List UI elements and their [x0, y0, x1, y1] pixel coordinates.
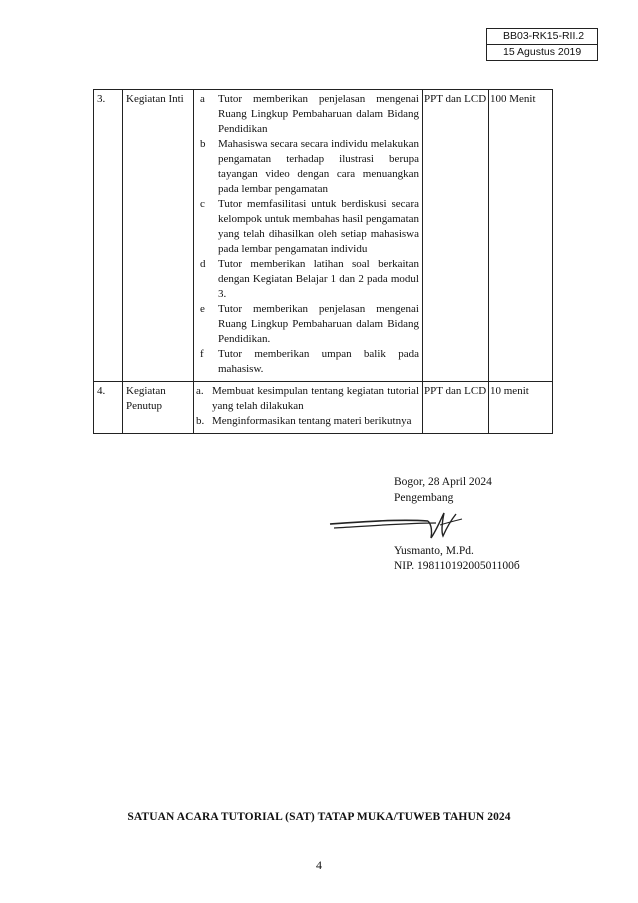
- time-cell: 10 menit: [489, 382, 553, 434]
- media-cell: PPT dan LCD: [423, 382, 489, 434]
- row-number: 3.: [94, 90, 123, 382]
- signer-name: Yusmanto, M.Pd.: [394, 545, 474, 557]
- step-marker: a: [200, 93, 205, 105]
- list-item: [196, 257, 419, 302]
- list-item: [196, 197, 419, 257]
- step-marker: c: [200, 198, 205, 210]
- document-code: BB03-RK15-RII.2: [503, 30, 585, 42]
- document-code-box: [486, 28, 598, 61]
- activity-name: Kegiatan Inti: [123, 90, 194, 382]
- step-text: Tutor memberikan umpan balik pada mahasisw.: [218, 348, 419, 375]
- media-cell: PPT dan LCD: [423, 90, 489, 382]
- step-text: Tutor memfasilitasi untuk berdiskusi secara kelompok untuk membahas hasil pengamatan yang telah dihasilkan oleh setiap mahasiswa pada lembar pengamatan individu: [218, 198, 420, 255]
- list-item: [196, 384, 419, 414]
- step-marker: d: [200, 258, 206, 270]
- step-marker: f: [200, 348, 204, 360]
- table-row: [94, 382, 553, 434]
- step-marker: b: [200, 138, 206, 150]
- signer-nip: NIP. 19811019200501100б: [394, 560, 520, 572]
- step-marker: b.: [196, 415, 205, 427]
- step-text: Tutor memberikan latihan soal berkaitan dengan Kegiatan Belajar 1 dan 2 pada modul 3.: [218, 258, 419, 300]
- page-number: 4: [316, 858, 322, 872]
- list-item: [196, 414, 419, 429]
- handwritten-signature: [328, 509, 468, 543]
- signature-place-date: Bogor, 28 April 2024: [394, 476, 492, 488]
- row-number: 4.: [94, 382, 123, 434]
- document-date: 15 Agustus 2019: [487, 44, 597, 60]
- list-item: [196, 137, 419, 197]
- list-item: [196, 347, 419, 377]
- step-text: Tutor memberikan penjelasan mengenai Ruang Lingkup Pembaharuan dalam Bidang Pendidikan.: [218, 303, 419, 345]
- step-text: Mahasiswa secara secara individu melakukan pengamatan terhadap ilustrasi berupa tayangan video dengan cara menuangkan pada lembar pengamatan: [218, 138, 419, 195]
- activity-name: Kegiatan Penutup: [123, 382, 194, 434]
- list-item: [196, 302, 419, 347]
- list-item: [196, 92, 419, 137]
- step-text: Menginformasikan tentang materi berikutnya: [212, 415, 412, 427]
- time-cell: 100 Menit: [489, 90, 553, 382]
- footer-title: SATUAN ACARA TUTORIAL (SAT) TATAP MUKA/TUWEB TAHUN 2024: [127, 811, 511, 823]
- step-marker: a.: [196, 385, 204, 397]
- activity-table: [93, 89, 553, 434]
- signature-role: Pengembang: [394, 492, 454, 504]
- activity-steps: [194, 382, 423, 434]
- step-marker: e: [200, 303, 205, 315]
- table-row: [94, 90, 553, 382]
- step-text: Tutor memberikan penjelasan mengenai Ruang Lingkup Pembaharuan dalam Bidang Pendidikan: [218, 93, 419, 135]
- activity-steps: [194, 90, 423, 382]
- step-text: Membuat kesimpulan tentang kegiatan tutorial yang telah dilakukan: [212, 385, 419, 412]
